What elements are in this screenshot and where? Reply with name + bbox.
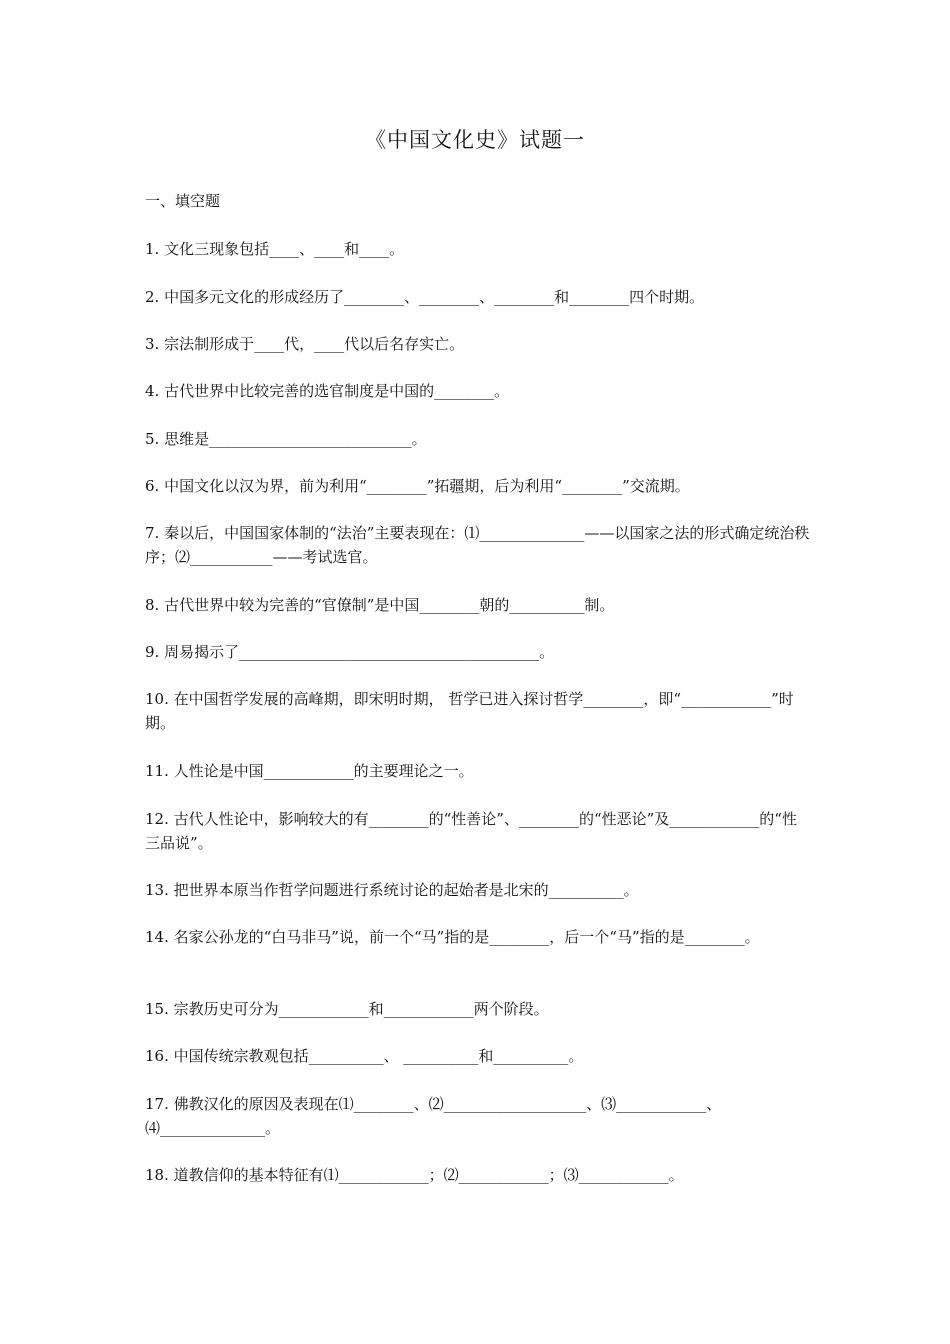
question-item: 17. 佛教汉化的原因及表现在⑴________、⑵___________________、⑶____________、⑷______________。 — [145, 1095, 722, 1137]
question-item: 11. 人性论是中国____________的主要理论之一。 — [145, 762, 474, 780]
question-item: 5. 思维是___________________________。 — [145, 430, 427, 448]
question-item: 16. 中国传统宗教观包括__________、 __________和__________。 — [145, 1047, 584, 1065]
question-item: 13. 把世界本原当作哲学问题进行系统讨论的起始者是北宋的__________。 — [145, 881, 639, 899]
section-heading: 一、填空题 — [145, 192, 221, 210]
page-title: 《中国文化史》试题一 — [365, 128, 585, 152]
question-item: 6. 中国文化以汉为界，前为利用“________”拓疆期，后为利用“________”交流期。 — [145, 477, 690, 495]
question-item: 1. 文化三现象包括____、____和____。 — [145, 240, 405, 258]
question-item: 15. 宗教历史可分为____________和____________两个阶段。 — [145, 1000, 549, 1018]
question-item: 14. 名家公孙龙的“白马非马”说，前一个“马”指的是________，后一个“马”指的是________。 — [145, 928, 760, 946]
question-item: 8. 古代世界中较为完善的“官僚制”是中国________朝的__________制。 — [145, 596, 615, 614]
question-item: 3. 宗法制形成于____代，____代以后名存实亡。 — [145, 335, 465, 353]
question-item: 10. 在中国哲学发展的高峰期，即宋明时期， 哲学已进入探讨哲学________，即“____________”时期。 — [145, 690, 794, 732]
question-item: 18. 道教信仰的基本特征有⑴____________；⑵____________；⑶____________。 — [145, 1166, 684, 1184]
question-item: 4. 古代世界中比较完善的选官制度是中国的________。 — [145, 382, 510, 400]
question-item: 12. 古代人性论中，影响较大的有________的“性善论”、________的“性恶论”及____________的“性三品说”。 — [145, 810, 797, 852]
question-item: 2. 中国多元文化的形成经历了________、________、________和________四个时期。 — [145, 288, 705, 306]
question-item: 7. 秦以后，中国国家体制的“法治”主要表现在：⑴______________——以国家之法的形式确定统治秩序；⑵___________——考试选官。 — [145, 524, 810, 566]
question-item: 9. 周易揭示了________________________________________。 — [145, 643, 555, 661]
